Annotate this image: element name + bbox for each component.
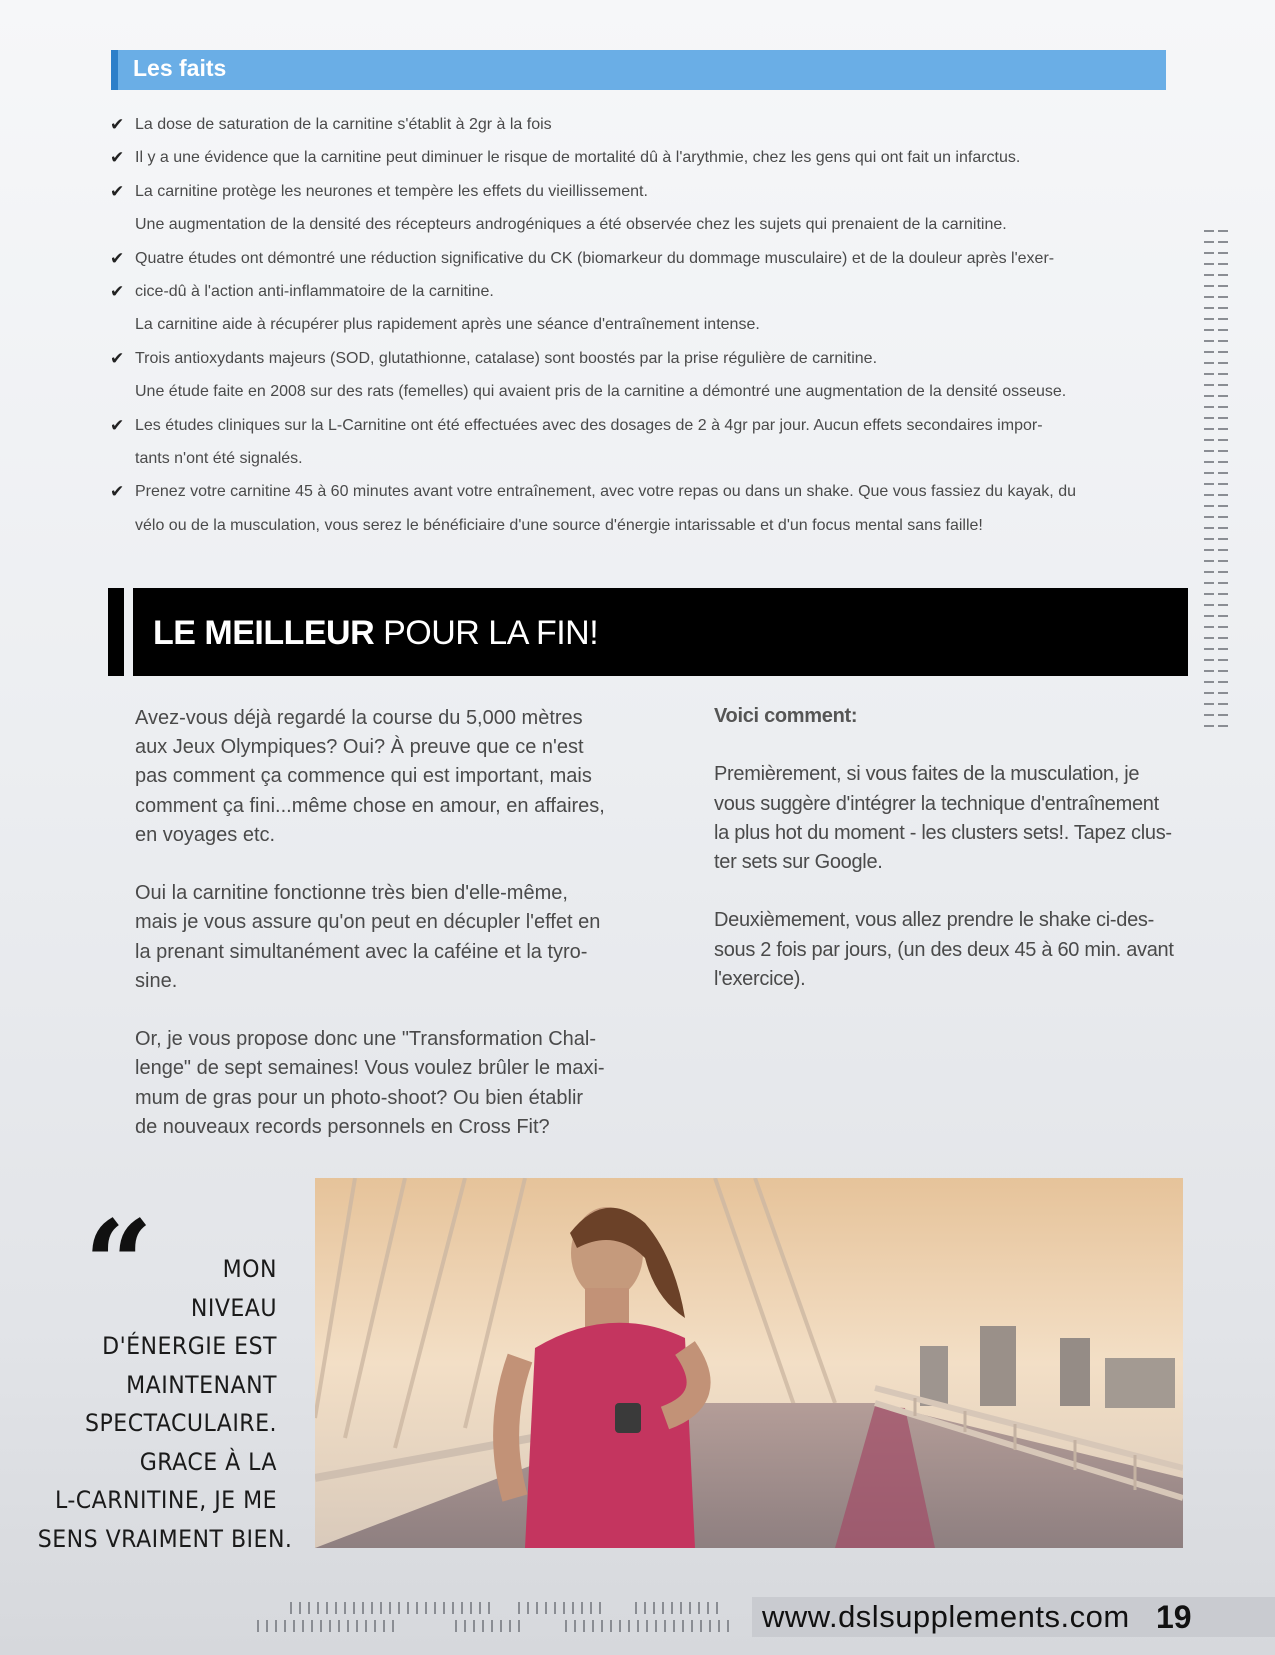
checkmark-icon: ✔ (110, 482, 125, 502)
fact-text: Les études cliniques sur la L-Carnitine ont été effectuées avec des dosages de 2 à 4gr par jour. Aucun effets secondaires impor- (135, 416, 1043, 434)
footer-barcode-left (290, 1602, 490, 1614)
checkmark-icon: ✔ (110, 248, 125, 268)
quote-line: D'ÉNERGIE EST (102, 1332, 277, 1360)
left-column (135, 704, 635, 1171)
section-title-bold: LE MEILLEUR (153, 614, 375, 652)
footer-url[interactable]: www.dslsupplements.com (762, 1599, 1130, 1634)
paragraph-line: Premièrement, si vous faites de la musculation, je (714, 763, 1140, 786)
paragraph-line: de nouveaux records personnels en Cross Fit? (135, 1115, 550, 1138)
paragraph-line: sine. (135, 969, 178, 992)
fact-text: vélo ou de la musculation, vous serez le bénéficiaire d'une source d'énergie intarissable et d'un focus mental sans faille! (135, 516, 983, 534)
paragraph-line: mum de gras pour un photo-shoot? Ou bien établir (135, 1086, 584, 1109)
paragraph (135, 1025, 635, 1142)
paragraph-line: en voyages etc. (135, 823, 276, 846)
footer-barcode-low (257, 1620, 397, 1632)
section-title-rest: POUR LA FIN! (374, 614, 599, 652)
paragraph-line: aux Jeux Olympiques? Oui? À preuve que ce n'est (135, 736, 584, 759)
section-header-stripe (108, 588, 124, 676)
runner-photo (315, 1178, 1183, 1548)
section-header (133, 588, 1188, 676)
fact-text: Il y a une évidence que la carnitine peut diminuer le risque de mortalité dû à l'arythmie, chez les gens qui ont fait un infarctus. (135, 149, 1021, 167)
fact-item (110, 275, 1190, 308)
paragraph (714, 760, 1184, 877)
quote-line: L-CARNITINE, JE ME (54, 1486, 278, 1514)
facts-header-stripe (111, 50, 118, 90)
checkmark-icon: ✔ (110, 181, 125, 201)
fact-item (110, 208, 1190, 241)
checkmark-icon: ✔ (110, 281, 125, 301)
fact-text: Trois antioxydants majeurs (SOD, glutathionne, catalase) sont boostés par la prise régulière de carnitine. (135, 349, 878, 367)
paragraph-line: la prenant simultanément avec la caféine et la tyro- (135, 940, 588, 963)
fact-text: Une étude faite en 2008 sur des rats (femelles) qui avaient pris de la carnitine a démontré une augmentation de la densité osseuse. (135, 383, 1067, 401)
facts-header (111, 50, 1166, 90)
footer-barcode-mid (518, 1602, 608, 1614)
paragraph-line: vous suggère d'intégrer la technique d'entraînement (714, 792, 1159, 815)
quote-line: SPECTACULAIRE. (85, 1409, 277, 1437)
quote-mark-icon: “ (84, 1194, 154, 1335)
section-title (153, 614, 598, 653)
paragraph (714, 906, 1184, 994)
fact-item (110, 141, 1190, 174)
runner-photo-illustration (315, 1178, 1183, 1548)
paragraph-line: comment ça fini...même chose en amour, en affaires, (135, 794, 605, 817)
fact-text: La carnitine protège les neurones et tempère les effets du vieillissement. (135, 182, 648, 200)
quote-line: MON (222, 1255, 277, 1283)
fact-text: La dose de saturation de la carnitine s'établit à 2gr à la fois (135, 116, 552, 133)
right-column (714, 702, 1184, 1023)
paragraph-line: Avez-vous déjà regardé la course du 5,000 mètres (135, 707, 583, 729)
fact-text: tants n'ont été signalés. (135, 449, 303, 467)
quote-line: SENS VRAIMENT BIEN. (37, 1524, 293, 1553)
paragraph-line: l'exercice). (714, 967, 806, 990)
paragraph-line: ter sets sur Google. (714, 851, 883, 873)
fact-item (110, 475, 1190, 508)
fact-text: cice-dû à l'action anti-inflammatoire de la carnitine. (135, 282, 494, 300)
fact-item (110, 108, 1190, 141)
quote-line: MAINTENANT (126, 1370, 277, 1399)
footer-barcode-right (635, 1602, 725, 1614)
dashes-decoration (1204, 230, 1228, 730)
facts-list (110, 108, 1190, 542)
checkmark-icon: ✔ (110, 415, 125, 435)
paragraph-line: mais je vous assure qu'on peut en décupler l'effet en (135, 911, 601, 934)
fact-text: Quatre études ont démontré une réduction significative du CK (biomarkeur du dommage musculaire) et de la douleur après l'exer- (135, 249, 1055, 267)
paragraph-line: Oui la carnitine fonctionne très bien d'elle-même, (135, 882, 568, 905)
paragraph-line: pas comment ça commence qui est important, mais (135, 765, 592, 788)
quote-line: NIVEAU (190, 1293, 277, 1322)
page-number: 19 (1156, 1599, 1192, 1635)
facts-title: Les faits (133, 55, 227, 81)
checkmark-icon: ✔ (110, 148, 125, 168)
fact-item (110, 442, 1190, 475)
paragraph (135, 879, 635, 996)
paragraph-line: la plus hot du moment - les clusters sets!. Tapez clus- (714, 821, 1172, 844)
paragraph (135, 704, 635, 850)
fact-item (110, 509, 1190, 542)
fact-item (110, 242, 1190, 275)
fact-item (110, 409, 1190, 442)
right-column-heading: Voici comment: (714, 705, 858, 727)
fact-item (110, 375, 1190, 408)
fact-item (110, 175, 1190, 208)
pull-quote (37, 1250, 293, 1558)
fact-text: Une augmentation de la densité des récepteurs androgéniques a été observée chez les sujets qui prenaient de la carnitine. (135, 216, 1007, 234)
paragraph-line: Or, je vous propose donc une "Transformation Chal- (135, 1028, 597, 1051)
footer-barcode-low3 (565, 1620, 730, 1632)
checkmark-icon: ✔ (110, 348, 125, 368)
fact-text: Prenez votre carnitine 45 à 60 minutes avant votre entraînement, avec votre repas ou dans un shake. Que vous fassiez du kayak, du (135, 483, 1076, 501)
fact-item (110, 308, 1190, 341)
paragraph-line: lenge" de sept semaines! Vous voulez brûler le maxi- (135, 1057, 605, 1080)
paragraph-line: sous 2 fois par jours, (un des deux 45 à 60 min. avant (714, 938, 1174, 961)
checkmark-icon: ✔ (110, 115, 125, 134)
quote-line: GRACE À LA (139, 1447, 277, 1476)
fact-item (110, 342, 1190, 375)
paragraph-line: Deuxièmement, vous allez prendre le shake ci-des- (714, 909, 1154, 932)
fact-text: La carnitine aide à récupérer plus rapidement après une séance d'entraînement intense. (135, 316, 760, 334)
footer-barcode-low2 (455, 1620, 525, 1632)
